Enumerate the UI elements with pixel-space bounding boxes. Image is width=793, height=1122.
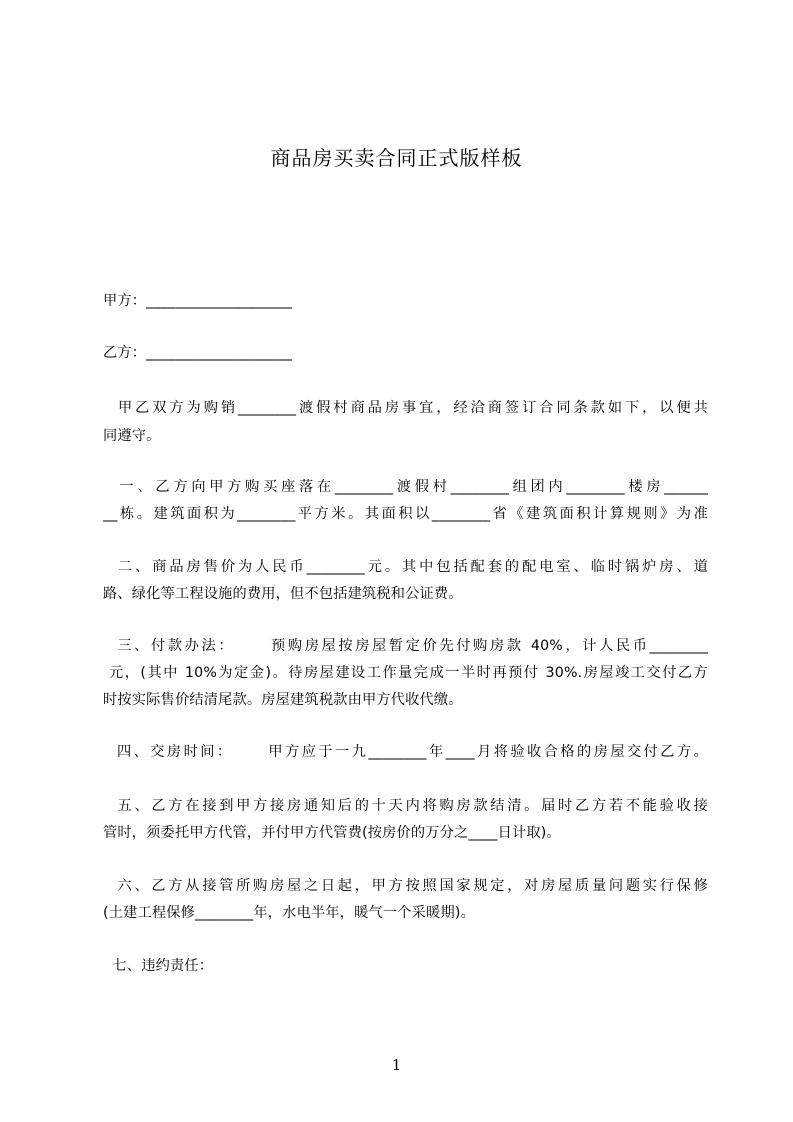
clause-3-line-3: 时按实际售价结清尾款。房屋建筑税款由甲方代收代缴。 xyxy=(103,692,463,708)
preamble-line-2: 同遵守。 xyxy=(103,428,161,444)
party-a-line: 甲方：____________________ xyxy=(103,293,293,309)
page-number: 1 xyxy=(391,1056,402,1074)
preamble-line-1: 甲乙双方为购销________渡假村商品房事宜，经洽商签订合同条款如下，以便共 xyxy=(103,400,708,416)
clause-2-line-2: 路、绿化等工程设施的费用，但不包括建筑税和公证费。 xyxy=(103,586,463,602)
clause-5-line-2: 管时，须委托甲方代管，并付甲方代管费(按房价的万分之____日计取)。 xyxy=(103,825,561,841)
clause-2-line-1: 二、商品房售价为人民币________元。其中包括配套的配电室、临时锅炉房、道 xyxy=(103,559,708,575)
clause-6-line-2: (土建工程保修________年，水电半年，暖气一个采暖期)。 xyxy=(103,905,475,921)
clause-4-line-1: 四、交房时间： 甲方应于一九________年____月将验收合格的房屋交付乙方。 xyxy=(103,744,708,760)
clause-1-line-2: __栋。建筑面积为________平方米。其面积以________省《建筑面积计算规则》为准 xyxy=(103,506,708,522)
party-b-line: 乙方：____________________ xyxy=(103,345,293,361)
clause-3-line-2: 元，(其中 10%为定金)。待房屋建设工作量完成一半时再预付 30%.房屋竣工交付乙方 xyxy=(103,665,708,681)
page-title: 商品房买卖合同正式版样板 xyxy=(270,146,523,170)
clause-7-line-1: 七、违约责任： xyxy=(103,958,214,974)
clause-3-line-1: 三、付款办法： 预购房屋按房屋暂定价先付购房款 40%，计人民币________ xyxy=(103,638,708,654)
clause-5-line-1: 五、乙方在接到甲方接房通知后的十天内将购房款结清。届时乙方若不能验收接 xyxy=(103,798,708,814)
clause-6-line-1: 六、乙方从接管所购房屋之日起，甲方按照国家规定，对房屋质量问题实行保修 xyxy=(103,878,708,894)
clause-1-line-1: 一、乙方向甲方购买座落在________渡假村________组团内________楼房______ xyxy=(103,479,708,495)
